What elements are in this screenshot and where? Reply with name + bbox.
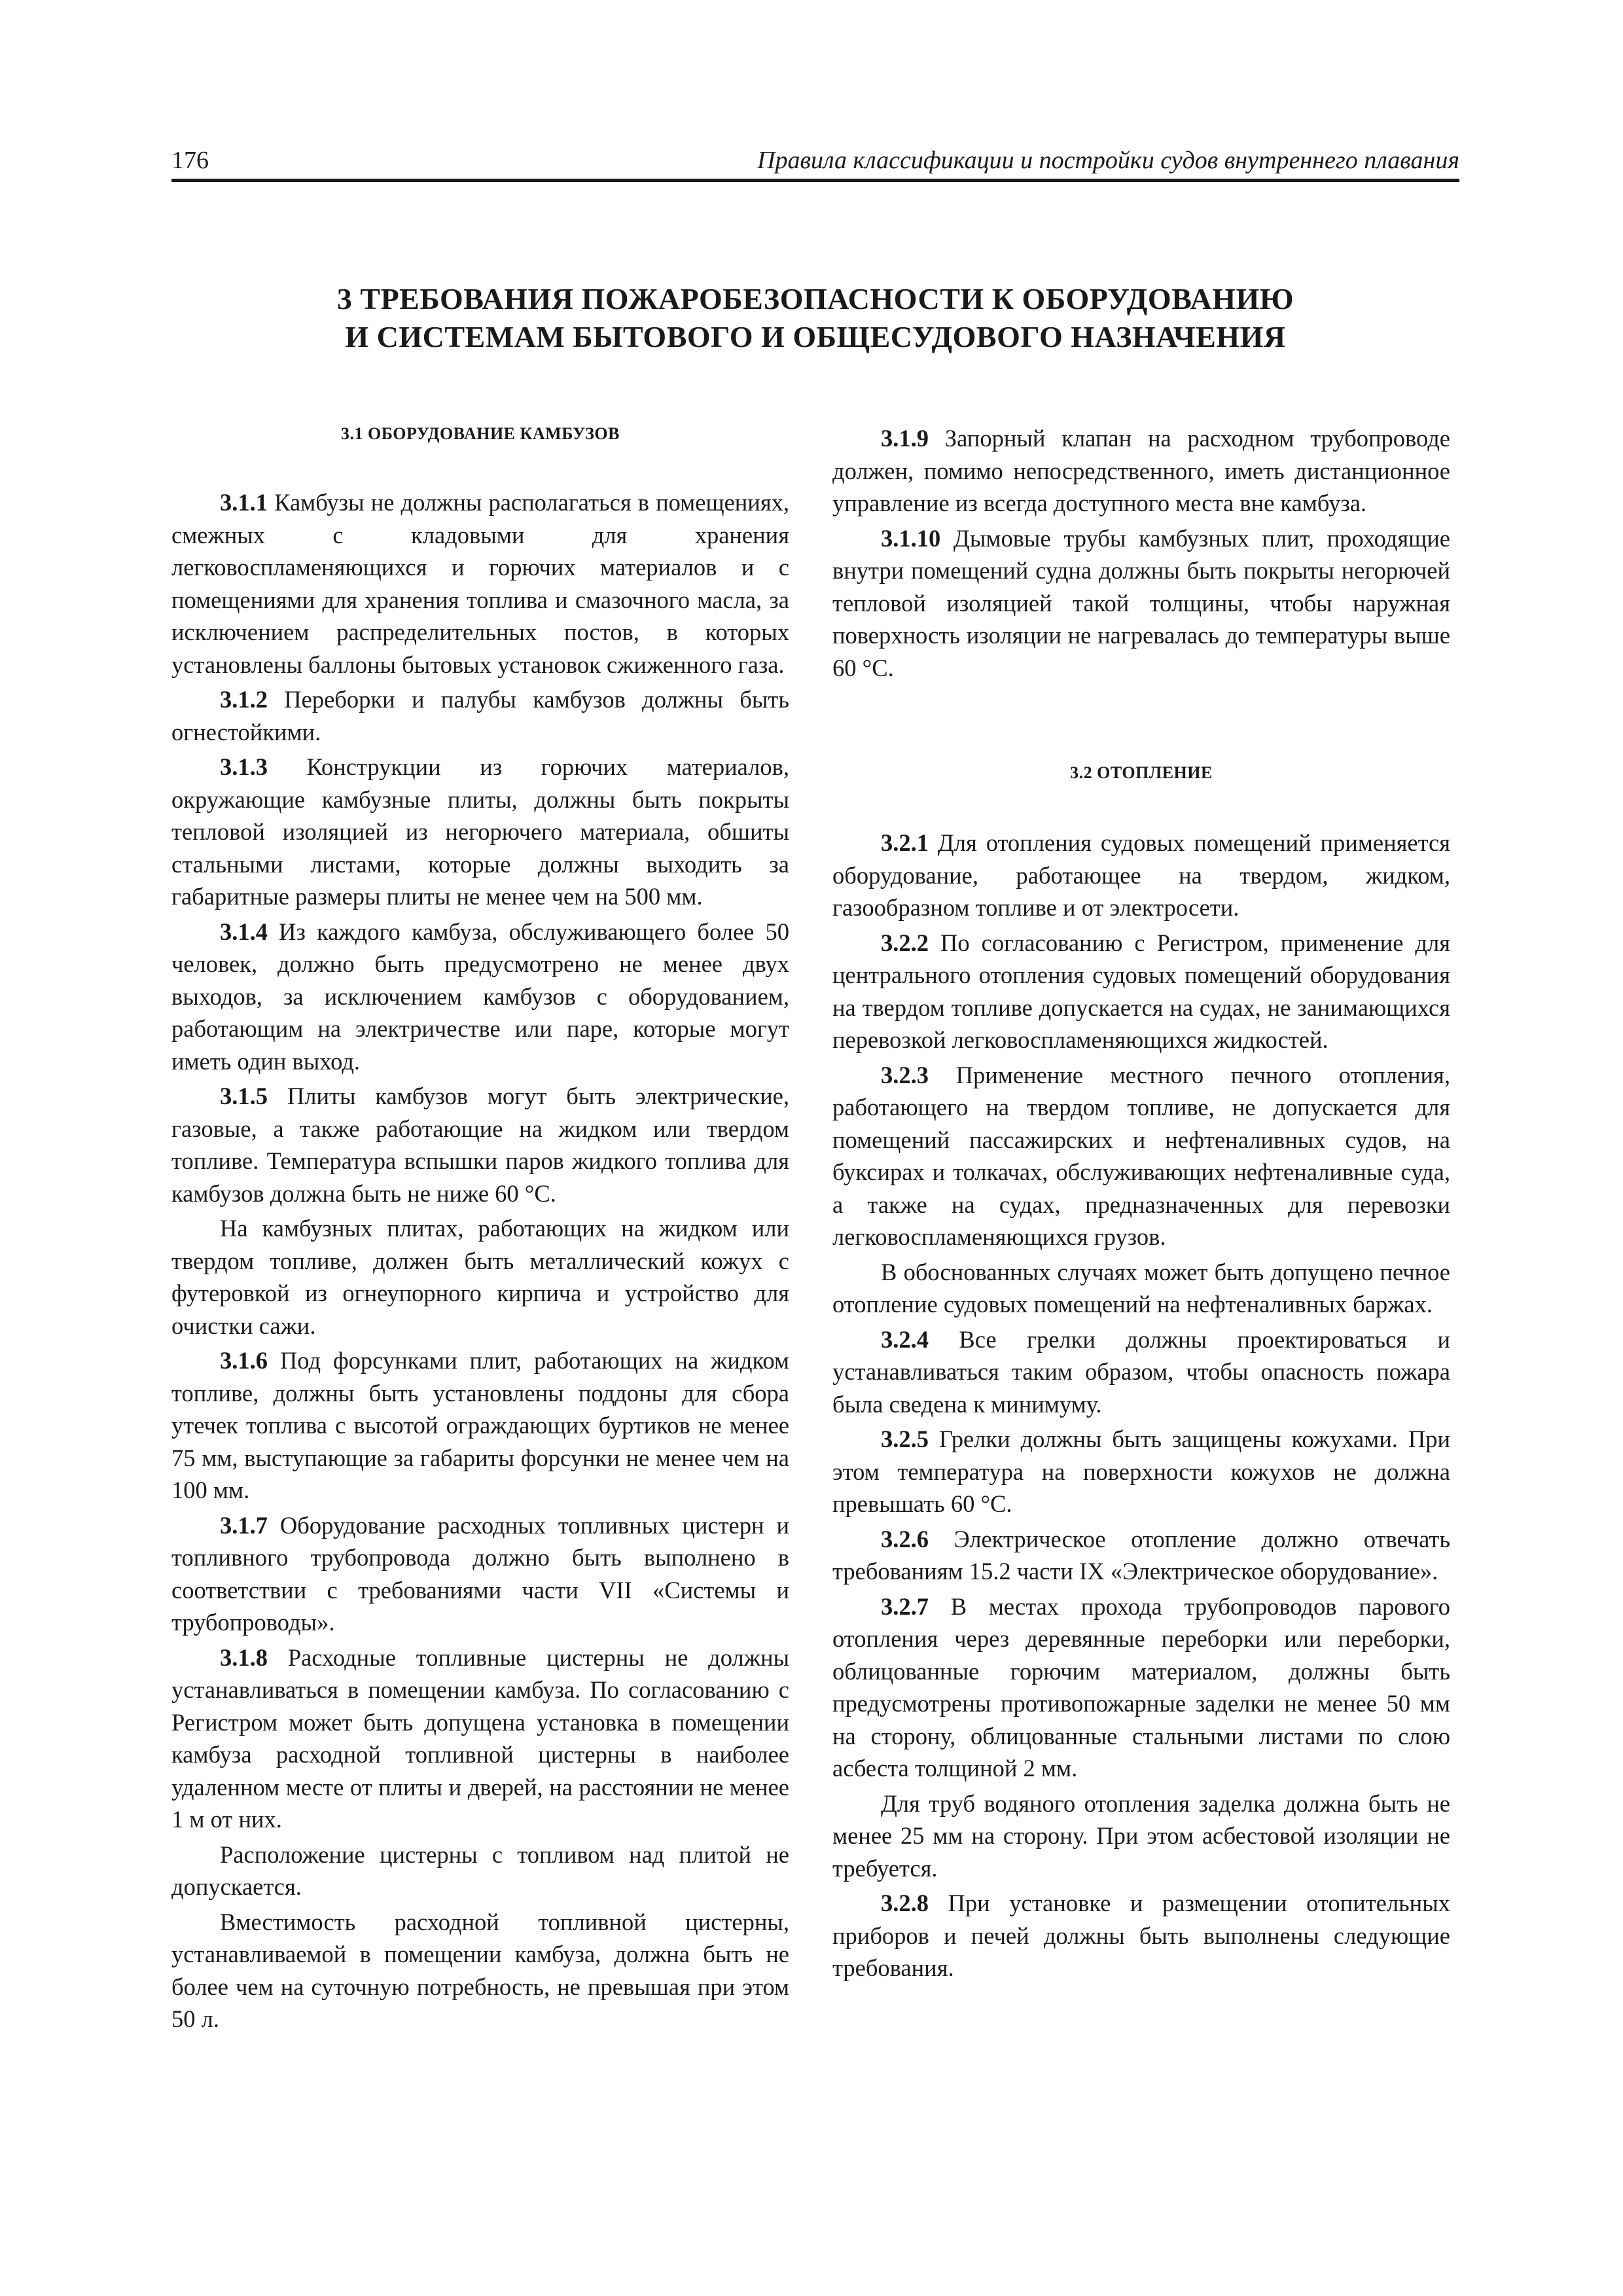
paragraph-text: По согласованию с Регистром, применение для центрального отопления судовых помещений оборудования на твердом топливе допускается на судах, не занимающихся перевозкой легковоспламеняющихся жидкостей. bbox=[832, 929, 1450, 1053]
chapter-title-line-2: И СИСТЕМАМ БЫТОВОГО И ОБЩЕСУДОВОГО НАЗНАЧЕНИЯ bbox=[345, 320, 1286, 353]
running-header bbox=[171, 144, 1459, 182]
clause-number: 3.2.2 bbox=[881, 929, 929, 956]
paragraph-3-2-3-cont bbox=[832, 1256, 1450, 1321]
clause-number: 3.2.1 bbox=[881, 829, 929, 856]
paragraph-text: Из каждого камбуза, обслуживающего более 50 человек, должно быть предусмотрено не менее двух выходов, за исключением камбузов с оборудованием, работающим на электричестве или паре, которые могут иметь один выход. bbox=[171, 918, 789, 1075]
clause-number: 3.1.8 bbox=[220, 1643, 268, 1671]
paragraph-3-1-2 bbox=[171, 683, 789, 748]
paragraph-3-1-9 bbox=[832, 422, 1450, 520]
clause-number: 3.1.4 bbox=[220, 918, 268, 945]
left-column bbox=[171, 422, 789, 2038]
clause-number: 3.1.1 bbox=[220, 489, 268, 516]
paragraph-text: Запорный клапан на расходном трубопроводе должен, помимо непосредственного, иметь дистанционное управление из всегда доступного места вне камбуза. bbox=[832, 425, 1450, 516]
paragraph-text: Все грелки должны проектироваться и устанавливаться таким образом, чтобы опасность пожара была сведена к минимуму. bbox=[832, 1325, 1450, 1418]
paragraph-3-2-3 bbox=[832, 1059, 1450, 1253]
clause-number: 3.1.2 bbox=[220, 686, 268, 713]
paragraph-text: Расходные топливные цистерны не должны устанавливаться в помещении камбуза. По согласованию с Регистром может быть допущена установка в помещении камбуза расходной топливной цистерны в наиболее удаленном месте от плиты и дверей, на расстоянии не менее 1 м от них. bbox=[171, 1643, 789, 1833]
paragraph-3-2-7-cont bbox=[832, 1787, 1450, 1885]
paragraph-text: Конструкции из горючих материалов, окружающие камбузные плиты, должны быть покрыты тепловой изоляцией из негорючего материала, обшиты стальными листами, которые должны выходить за габаритные размеры плиты не менее чем на 500 мм. bbox=[171, 753, 789, 910]
paragraph-text: Вместимость расходной топливной цистерны, устанавливаемой в помещении камбуза, должна быть не более чем на суточную потребность, не превышая при этом 50 л. bbox=[171, 1908, 789, 2032]
paragraph-text: Под форсунками плит, работающих на жидком топливе, должны быть установлены поддоны для сбора утечек топлива с высотой ограждающих буртиков не менее 75 мм, выступающие за габариты форсунки не менее чем на 100 мм. bbox=[171, 1347, 789, 1503]
running-title: Правила классификации и постройки судов внутреннего плавания bbox=[757, 147, 1459, 174]
paragraph-3-1-8 bbox=[171, 1641, 789, 1836]
clause-number: 3.2.5 bbox=[881, 1426, 929, 1452]
clause-number: 3.1.5 bbox=[220, 1083, 268, 1109]
paragraph-3-1-10 bbox=[832, 522, 1450, 685]
paragraph-3-2-7 bbox=[832, 1590, 1450, 1785]
paragraph-text: Дымовые трубы камбузных плит, проходящие внутри помещений судна должны быть покрыты негорючей тепловой изоляцией такой толщины, чтобы наружная поверхность изоляции не нагревалась до температуры выше 60 °С. bbox=[832, 524, 1450, 681]
clause-number: 3.2.4 bbox=[881, 1325, 929, 1353]
clause-number: 3.1.6 bbox=[220, 1347, 268, 1374]
paragraph-3-2-4 bbox=[832, 1323, 1450, 1421]
clause-number: 3.1.10 bbox=[881, 524, 941, 552]
paragraph-text: В местах прохода трубопроводов парового отопления через деревянные переборки или переборки, облицованные горючим материалом, должны быть предусмотрены противопожарные заделки не менее 50 мм на сторону, облицованные стальными листами по слою асбеста толщиной 2 мм. bbox=[832, 1592, 1450, 1782]
page-number: 176 bbox=[171, 147, 209, 174]
paragraph-text: Для труб водяного отопления заделка должна быть не менее 25 мм на сторону. При этом асбестовой изоляции не требуется. bbox=[832, 1789, 1450, 1882]
paragraph-3-1-7 bbox=[171, 1509, 789, 1639]
paragraph-3-2-2 bbox=[832, 927, 1450, 1056]
paragraph-3-2-6 bbox=[832, 1523, 1450, 1588]
paragraph-3-1-6 bbox=[171, 1344, 789, 1507]
chapter-title bbox=[171, 280, 1459, 356]
paragraph-text: В обоснованных случаях может быть допущено печное отопление судовых помещений на нефтеналивных баржах. bbox=[832, 1258, 1450, 1318]
paragraph-text: При установке и размещении отопительных приборов и печей должны быть выполнены следующие требования. bbox=[832, 1890, 1450, 1981]
paragraph-3-2-8 bbox=[832, 1887, 1450, 1984]
paragraph-3-1-1 bbox=[171, 486, 789, 681]
chapter-title-line-1: 3 ТРЕБОВАНИЯ ПОЖАРОБЕЗОПАСНОСТИ К ОБОРУДОВАНИЮ bbox=[336, 282, 1294, 315]
clause-number: 3.2.7 bbox=[881, 1592, 929, 1620]
paragraph-text: Расположение цистерны с топливом над плитой не допускается. bbox=[171, 1840, 789, 1900]
paragraph-3-1-8-cont-2 bbox=[171, 1906, 789, 2036]
clause-number: 3.2.3 bbox=[881, 1061, 929, 1088]
paragraph-text: Применение местного печного отопления, работающего на твердом топливе, не допускается для помещений пассажирских и нефтеналивных судов, на буксирах и толкачах, обслуживающих нефтеналивные суда, а также на судах, предназначенных для перевозки легковоспламеняющихся грузов. bbox=[832, 1061, 1450, 1250]
paragraph-3-2-5 bbox=[832, 1423, 1450, 1520]
paragraph-3-1-5 bbox=[171, 1080, 789, 1210]
paragraph-text: На камбузных плитах, работающих на жидком или твердом топливе, должен быть металлический кожух с футеровкой из огнеупорного кирпича и устройство для очистки сажи. bbox=[171, 1215, 789, 1339]
paragraph-text: Переборки и палубы камбузов должны быть огнестойкими. bbox=[171, 686, 789, 745]
section-heading-3-1: 3.1 ОБОРУДОВАНИЕ КАМБУЗОВ bbox=[341, 424, 620, 443]
paragraph-text: Для отопления судовых помещений применяется оборудование, работающее на твердом, жидком, газообразном топливе и от электросети. bbox=[832, 829, 1450, 921]
section-heading-3-2: 3.2 ОТОПЛЕНИЕ bbox=[1070, 763, 1213, 782]
right-column bbox=[832, 422, 1450, 1987]
paragraph-3-1-8-cont-1 bbox=[171, 1839, 789, 1903]
clause-number: 3.2.6 bbox=[881, 1525, 929, 1552]
paragraph-text: Плиты камбузов могут быть электрические, газовые, а также работающие на жидком или твердом топливе. Температура вспышки паров жидкого топлива для камбузов должна быть не ниже 60 °С. bbox=[171, 1083, 789, 1207]
clause-number: 3.1.3 bbox=[220, 753, 268, 780]
clause-number: 3.1.9 bbox=[881, 425, 929, 452]
paragraph-3-1-3 bbox=[171, 751, 789, 913]
paragraph-3-2-1 bbox=[832, 827, 1450, 924]
paragraph-text: Электрическое отопление должно отвечать требованиям 15.2 части IX «Электрическое оборудование». bbox=[832, 1525, 1450, 1585]
paragraph-text: Камбузы не должны располагаться в помещениях, смежных с кладовыми для хранения легковоспламеняющихся и горючих материалов и с помещениями для хранения топлива и смазочного масла, за исключением распределительных постов, в которых установлены баллоны бытовых установок сжиженного газа. bbox=[171, 489, 789, 678]
clause-number: 3.2.8 bbox=[881, 1890, 929, 1916]
paragraph-3-1-5-cont bbox=[171, 1212, 789, 1342]
paragraph-text: Оборудование расходных топливных цистерн и топливного трубопровода должно быть выполнено в соответствии с требованиями части VII «Системы и трубопроводы». bbox=[171, 1511, 789, 1636]
paragraph-text: Грелки должны быть защищены кожухами. При этом температура на поверхности кожухов не должна превышать 60 °С. bbox=[832, 1426, 1450, 1517]
clause-number: 3.1.7 bbox=[220, 1511, 268, 1539]
paragraph-3-1-4 bbox=[171, 916, 789, 1078]
